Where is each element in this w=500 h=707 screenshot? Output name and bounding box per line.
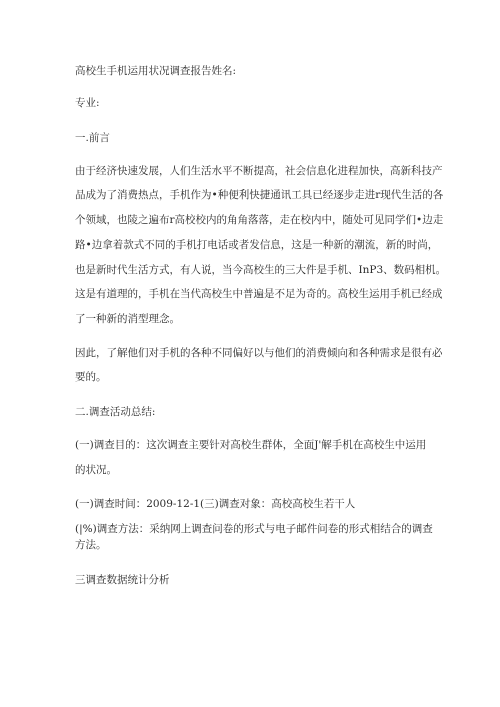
paragraph-line: 路•边拿着款式不同的手机打电话或者发信息，这是一种新的潮流，新的时尚，	[75, 239, 439, 251]
paragraph-line: 品成为了消费热点，手机作为•种便利快捷通讯工具已经逐步走进r现代生活的各	[75, 189, 444, 201]
paragraph-line: 因此，了解他们对手机的各种不同偏好以与他们的消费倾向和各种需求是很有必	[75, 347, 443, 359]
paragraph-line: 了一种新的消型理念。	[75, 313, 180, 325]
report-title: 高校生手机运用状况调查报告姓名:	[75, 65, 237, 77]
section-2-heading: 二.调查活动总结:	[75, 406, 156, 418]
list-item-line: 方法。	[75, 539, 107, 551]
section-3-heading: 三调查数据统计分析	[75, 574, 170, 586]
list-item-line: (|%)调查方法：采纳网上调查问卷的形式与电子邮件问卷的形式相结合的调查	[75, 523, 433, 535]
list-item-line: 的状况。	[75, 464, 117, 476]
paragraph-line: 这是有道理的，手机在当代高校生中普遍是不足为奇的。高校生运用手机已经成	[75, 288, 443, 300]
paragraph-line: 也是新时代生活方式，有人说，当今高校生的三大件是手机、InP3、数码相机。	[75, 264, 447, 276]
list-item-line: (一)调查目的：这次调查主要针对高校生群体，全面J'解手机在高校生中运用	[75, 439, 427, 451]
paragraph-line: 个领域，也陵之遍布r高校校内的角角落落，走在校内中，随处可见同学们•边走	[75, 214, 444, 226]
list-item-line: (一)调查时间：2009-12-1(三)调查对象：高校高校生若干人	[75, 498, 356, 510]
section-1-heading: 一.前言	[75, 132, 110, 144]
paragraph-line: 由于经济快速发展，人们生活水平不断提高，社会信息化进程加快，高新科技产	[75, 165, 443, 177]
major-label: 专业:	[75, 97, 100, 109]
paragraph-line: 要的。	[75, 371, 107, 383]
